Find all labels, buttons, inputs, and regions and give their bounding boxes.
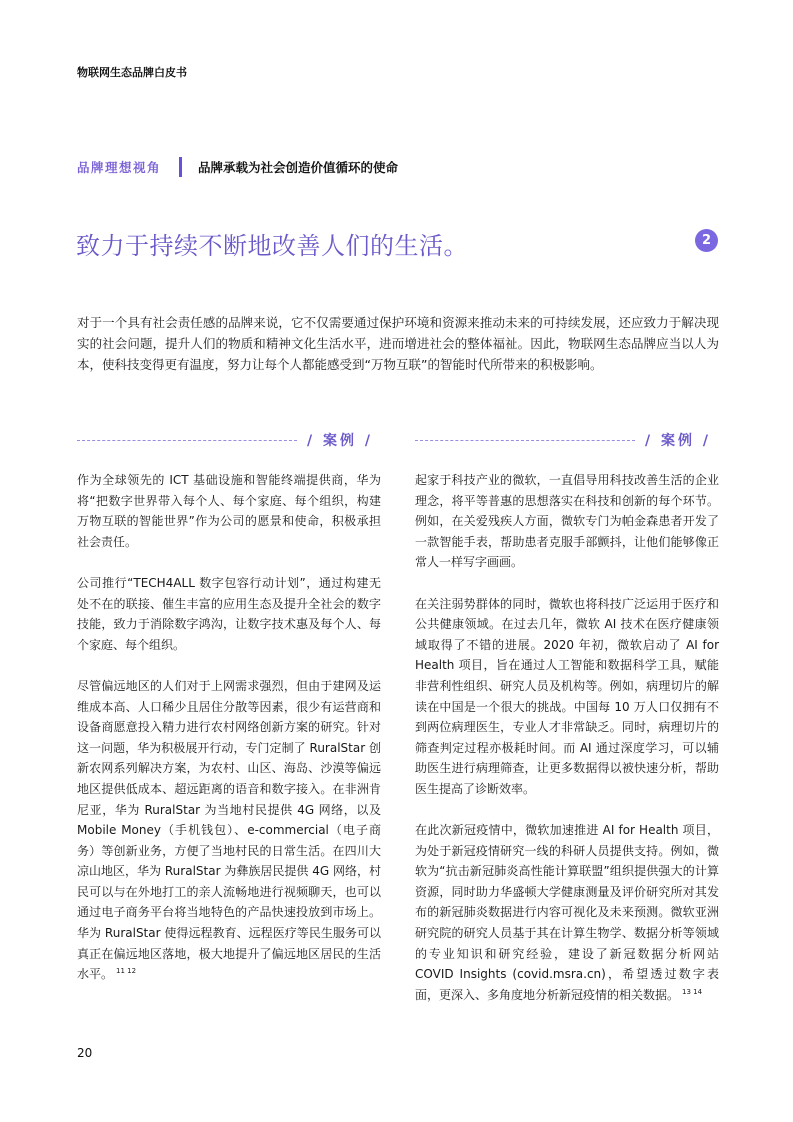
paragraph-text: 尽管偏远地区的人们对于上网需求强烈，但由于建网及运维成本高、人口稀少且居住分散等因素，很少有运营商和设备商愿意投入精力进行农村网络创新方案的研究。针对这一问题，华为积极展开行动，专门定制了 RuralStar 创新农网系列解决方案，为农村、山区、海岛、沙漠等偏远地区提供低成本、超远距离的语音和数字接入。在非洲肯尼亚，华为 RuralStar 为当地村民提供 4G 网络，以及 Mobile Money（手机钱包）、e-commercial（电子商务）等创新业务，方便了当地村民的日常生活。在四川大凉山地区，华为 RuralStar 为彝族居民提供 4G 网络，村民可以与在外地打工的亲人流畅地进行视频聊天，也可以通过电子商务平台将当地特色的产品快速投放到市场上。华为 RuralStar 使得远程教育、远程医疗等民生服务可以真正在偏远地区落地，极大地提升了偏远地区居民的生活水平。 — [77, 678, 381, 982]
paragraph-text: 在此次新冠疫情中，微软加速推进 AI for Health 项目，为处于新冠疫情研究一线的科研人员提供支持。例如，微软为“抗击新冠肺炎高性能计算联盟”组织提供强大的计算资源，同时助力华盛顿大学健康测量及评价研究所对其发布的新冠肺炎数据进行内容可视化及未来预测。微软亚洲研究院的研究人员基于其在计算生物学、数据分析等领域的专业知识和研究经验，建设了新冠数据分析网站 COVID Insights (covid.msra.cn)，希望透过数字表面，更深入、多角度地分析新冠疫情的相关数据。 — [415, 823, 719, 1002]
footnote-ref: 11 12 — [116, 967, 137, 976]
case-label: / 案例 / — [645, 433, 711, 449]
section-subtitle: 品牌承载为社会创造价值循环的使命 — [198, 160, 399, 175]
intro-paragraph: 对于一个具有社会责任感的品牌来说，它不仅需要通过保护环境和资源来推动未来的可持续发展，还应致力于解决现实的社会问题，提升人们的物质和精神文化生活水平，进而增进社会的整体福祉。因此，物联网生态品牌应当以人为本，使科技变得更有温度，努力让每个人都能感受到“万物互联”的智能时代所带来的积极影响。 — [77, 315, 719, 372]
section-bar — [77, 157, 398, 177]
dashed-divider — [415, 440, 635, 441]
paragraph — [415, 820, 719, 1005]
dashed-divider — [77, 440, 297, 441]
page-title: 致力于持续不断地改善人们的生活。 — [76, 232, 468, 260]
paragraph: 公司推行“TECH4ALL 数字包容行动计划”，通过构建无处不在的联接、催生丰富的应用生态及提升全社会的数字技能，致力于消除数字鸿沟，让数字技术惠及每个人、每个家庭、每个组织。 — [77, 575, 381, 652]
right-column — [415, 470, 719, 1005]
page-number: 20 — [77, 1046, 93, 1060]
number-badge: 2 — [695, 229, 718, 252]
paragraph — [77, 676, 381, 985]
paragraph: 在关注弱势群体的同时，微软也将科技广泛运用于医疗和公共健康领域。在过去几年，微软 AI 技术在医疗健康领域取得了不错的进展。2020 年初，微软启动了 AI for Health 项目，旨在通过人工智能和数据科学工具，赋能非营利性组织、研究人员及机构等。例如，病理切片的解读在中国是一个很大的挑战。中国每 10 万人口仅拥有不到两位病理医生，专业人才非常缺乏。同时，病理切片的筛查判定过程亦极耗时间。而 AI 通过深度学习，可以辅助医生进行病理筛查，让更多数据得以被快速分析，帮助医生提高了诊断效率。 — [415, 596, 719, 796]
document-header-title: 物联网生态品牌白皮书 — [77, 66, 187, 79]
section-label: 品牌理想视角 — [77, 160, 162, 175]
paragraph: 起家于科技产业的微软，一直倡导用科技改善生活的企业理念，将平等普惠的思想落实在科技和创新的每个环节。例如，在关爱残疾人方面，微软专门为帕金森患者开发了一款智能手表，帮助患者克服手部颤抖，让他们能够像正常人一样写字画画。 — [415, 473, 719, 570]
case-heading-right — [415, 430, 719, 450]
left-column — [77, 470, 381, 985]
footnote-ref: 13 14 — [682, 987, 703, 996]
case-label: / 案例 / — [307, 433, 373, 449]
case-heading-left — [77, 430, 381, 450]
paragraph: 作为全球领先的 ICT 基础设施和智能终端提供商，华为将“把数字世界带入每个人、每个家庭、每个组织，构建万物互联的智能世界”作为公司的愿景和使命，积极承担社会责任。 — [77, 473, 381, 549]
section-divider — [179, 157, 182, 177]
